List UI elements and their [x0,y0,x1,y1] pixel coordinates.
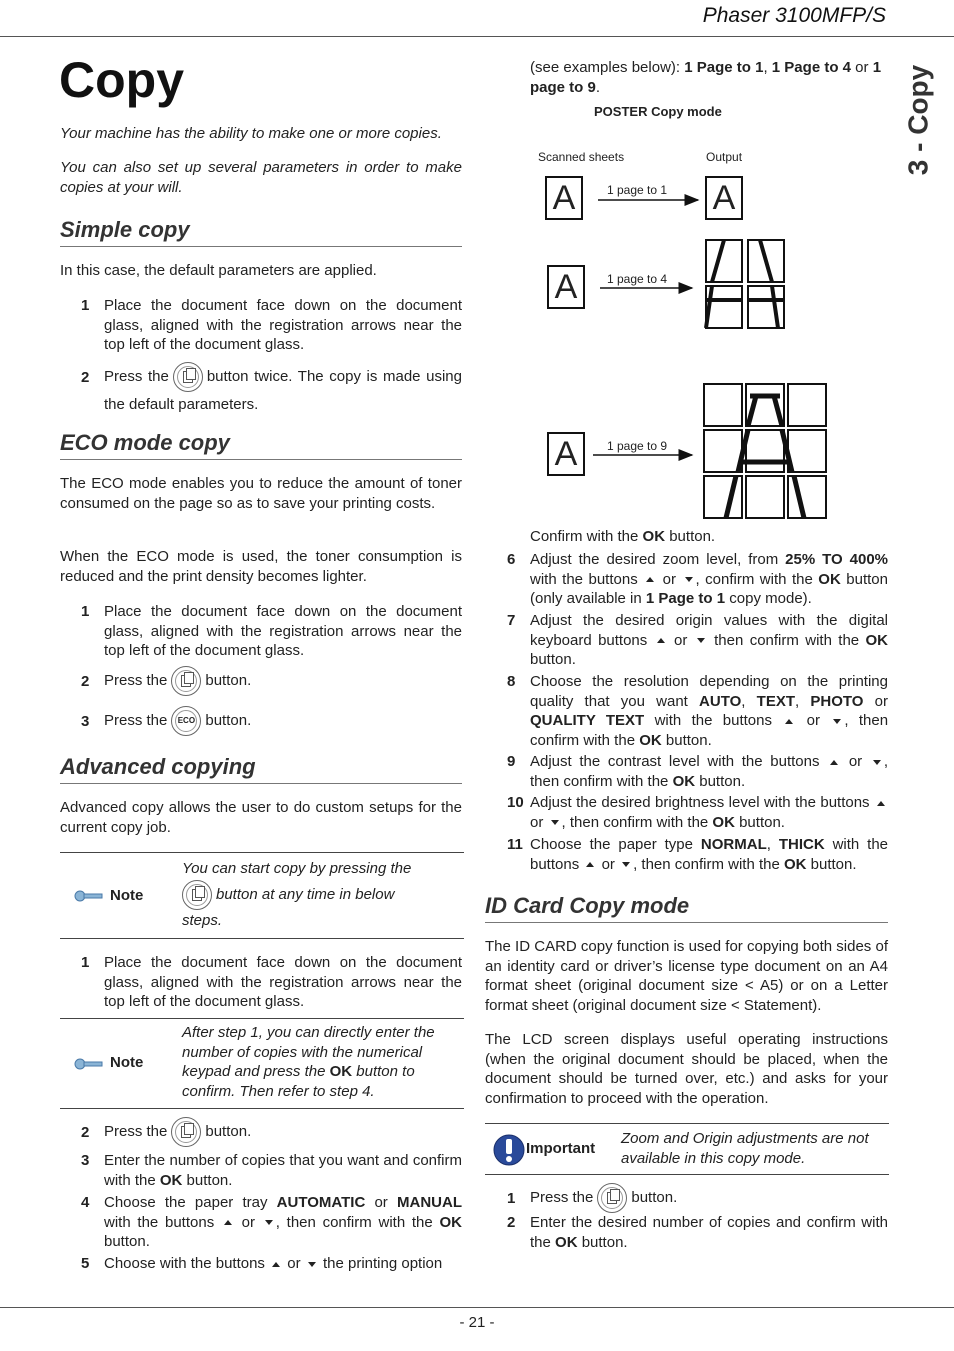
section-heading-eco-mode: ECO mode copy [60,430,230,455]
down-arrow-icon [685,577,693,582]
list-item [81,1151,462,1191]
list-item [507,752,888,792]
list-item [507,835,888,875]
note-box [60,1018,464,1109]
step-text: Place the document face down on the document glass, aligned with the registration arrows near the top left of the document glass. [104,954,462,1010]
down-arrow-icon [265,1220,273,1225]
section-rule [60,459,462,460]
note-box [60,852,464,939]
list-item [81,362,462,412]
key-icon [74,1057,104,1071]
header-product-title: Phaser 3100MFP/S [702,4,886,27]
up-arrow-icon [646,577,654,582]
chapter-side-tab [893,50,943,190]
step-text: Adjust the desired origin values with the digital keyboard buttons or then confirm with the OK button. [530,612,889,668]
down-arrow-icon [308,1262,316,1267]
important-label: Important [526,1140,596,1157]
scanned-letter: A [552,179,576,217]
poster-diagram-title: POSTER Copy mode [594,104,722,119]
copy-button-icon [171,666,201,696]
scanned-letter: A [554,435,578,473]
step-text: Choose the resolution depending on the printing quality that you want AUTO, TEXT, PHOTO or QUALITY TEXT with the buttons or , then confirm with the OK button. [530,673,889,749]
eco-paragraph-2: When the ECO mode is used, the toner consumption is reduced and the print density becomes lighter. [60,548,462,585]
simple-copy-paragraph: In this case, the default parameters are applied. [60,262,377,279]
step-text: Choose the paper tray AUTOMATIC or MANUAL with the buttons or , then confirm with the OK button. [104,1194,462,1250]
scanned-letter: A [554,268,578,306]
step-number: 2 [81,1124,90,1141]
important-icon [493,1134,525,1166]
up-arrow-icon [272,1262,280,1267]
intro-paragraph-1: Your machine has the ability to make one or more copies. [60,125,442,142]
list-item [81,602,462,662]
down-arrow-icon [833,719,841,724]
step-text: Enter the number of copies that you want and confirm with the OK button. [104,1152,462,1189]
list-item [81,953,462,1013]
up-arrow-icon [877,801,885,806]
copy-button-icon [173,362,203,392]
section-rule [60,246,462,247]
section-heading-id-card-copy: ID Card Copy mode [485,893,690,918]
list-item [507,611,888,671]
step-number: 1 [507,1190,516,1207]
step-number: 1 [81,297,90,314]
step-text: Place the document face down on the document glass, aligned with the registration arrows near the top left of the document glass. [104,603,462,659]
step-text: Choose with the buttons or the printing option [104,1255,443,1272]
down-arrow-icon [697,638,705,643]
idcard-paragraph-2: The LCD screen displays useful operating instructions (when the original document should be placed, when the document should be turned over, etc.) and asks for your confirmation to proceed with the operation. [485,1031,888,1107]
step-number: 9 [507,753,516,770]
step-text: Press the button twice. The copy is made using the default parameters. [104,362,462,418]
note-text: You can start copy by pressing the button at any time in below steps. [182,860,412,929]
page-number: - 21 - [459,1314,495,1331]
header-divider [0,36,954,37]
list-item [81,1193,462,1253]
up-arrow-icon [785,719,793,724]
section-heading-advanced-copying: Advanced copying [60,754,256,779]
step-number: 3 [81,1152,90,1169]
step-number: 6 [507,551,516,568]
down-arrow-icon [622,862,630,867]
list-item [507,672,888,752]
list-item [81,666,462,698]
up-arrow-icon [224,1220,232,1225]
step-text: Press the button. [104,1117,462,1147]
copy-button-icon [597,1183,627,1213]
continued-text: (see examples below): 1 Page to 1, 1 Page to 4 or 1 page to 9. [530,59,882,96]
up-arrow-icon [830,760,838,765]
step-number: 2 [507,1214,516,1231]
copy-button-icon [182,880,212,910]
step-number: 8 [507,673,516,690]
ratio-label-1-to-4: 1 page to 4 [607,272,668,286]
output-letter: A [712,179,736,217]
step-number: 10 [507,794,524,811]
chapter-side-tab-label: 3 - Copy [902,64,934,176]
important-box [485,1123,889,1175]
footer-divider [0,1307,954,1308]
important-text: Zoom and Origin adjustments are not available in this copy mode. [621,1130,869,1167]
step-text: Place the document face down on the document glass, aligned with the registration arrows near the top left of the document glass. [104,297,462,353]
step-text: Press the button. [104,666,462,696]
list-item [81,296,462,356]
list-item [81,1117,462,1149]
up-arrow-icon [586,862,594,867]
list-item [507,1213,888,1253]
step-number: 11 [507,836,523,853]
ratio-label-1-to-1: 1 page to 1 [607,183,668,197]
poster-copy-diagram [530,96,890,524]
confirm-text: Confirm with the OK button. [530,528,716,545]
step-number: 4 [81,1194,90,1211]
list-item [81,706,462,738]
down-arrow-icon [551,820,559,825]
advanced-paragraph: Advanced copy allows the user to do custom setups for the current copy job. [60,799,462,836]
list-item [507,550,888,610]
page-title: Copy [59,52,184,108]
step-text: Press the ECO button. [104,706,462,736]
key-icon [74,889,104,903]
list-item [81,1254,462,1276]
step-text: Adjust the contrast level with the buttons or , then confirm with the OK button. [530,753,889,790]
step-number: 1 [81,603,90,620]
step-text: Choose the paper type NORMAL, THICK with the buttons or , then confirm with the OK button. [530,836,889,873]
copy-button-icon [171,1117,201,1147]
step-number: 7 [507,612,516,629]
section-heading-simple-copy: Simple copy [60,217,190,242]
ratio-label-1-to-9: 1 page to 9 [607,439,668,453]
step-text: Enter the desired number of copies and confirm with the OK button. [530,1214,888,1251]
step-number: 2 [81,673,90,690]
section-rule [485,922,888,923]
section-rule [60,783,462,784]
intro-paragraph-2: You can also set up several parameters in order to make copies at your will. [60,159,462,196]
step-number: 5 [81,1255,90,1272]
list-item [507,793,888,833]
eco-paragraph-1: The ECO mode enables you to reduce the amount of toner consumed on the page so as to save your printing costs. [60,475,462,512]
step-number: 3 [81,713,90,730]
note-text: After step 1, you can directly enter the number of copies with the numerical keypad and press the OK button to confirm. Then refer to step 4. [182,1024,435,1100]
list-item [507,1183,888,1215]
scanned-sheets-label: Scanned sheets [538,150,625,164]
step-number: 1 [81,954,90,971]
step-text: Press the button. [530,1183,888,1213]
eco-button-icon: ECO [171,706,201,736]
step-number: 2 [81,369,90,386]
note-label: Note [110,1054,144,1071]
step-text: Adjust the desired zoom level, from 25% TO 400% with the buttons or , confirm with the OK button (only available in 1 Page to 1 copy mode). [530,551,889,607]
step-text: Adjust the desired brightness level with the buttons or , then confirm with the OK button. [530,793,888,832]
down-arrow-icon [873,760,881,765]
up-arrow-icon [657,638,665,643]
note-label: Note [110,887,144,904]
output-label: Output [706,150,743,164]
idcard-paragraph-1: The ID CARD copy function is used for copying both sides of an identity card or driver’s license type document on an A4 format sheet (original document size < A5) or on a Letter format sheet (original document size < Statement). [485,938,888,1014]
